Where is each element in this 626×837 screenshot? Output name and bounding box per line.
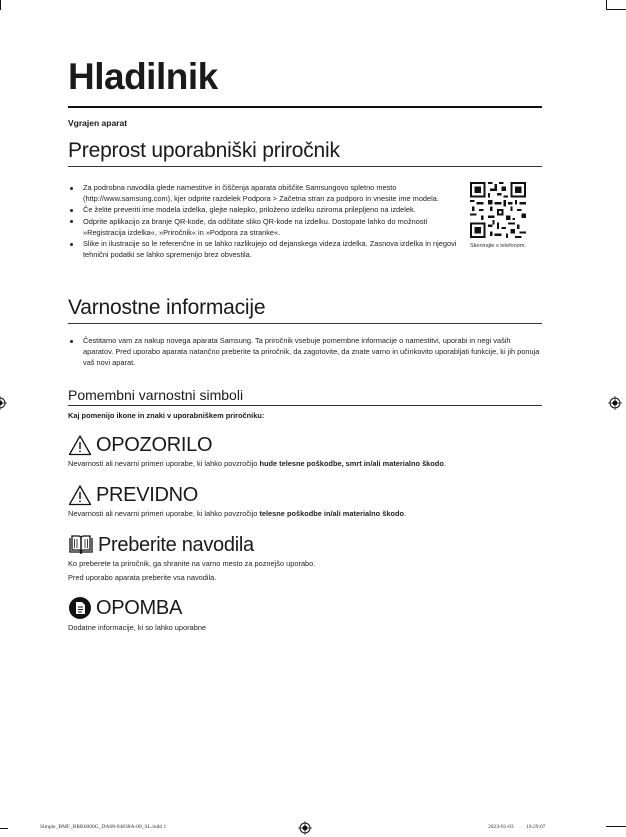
read-instructions-label: Preberite navodila [98,534,254,556]
crop-mark-bottom-right [606,826,626,827]
registration-mark-right-icon [608,396,622,410]
footer-time: 10:29:07 [526,824,546,830]
warning-symbol-row [68,433,212,457]
page-subtitle: Vgrajen aparat [68,118,128,128]
guide-bullet-list [68,182,458,260]
registration-mark-left-icon [0,396,7,410]
list-item: Za podrobna navodila glede namestitve in čiščenja aparata obiščite Samsungovo spletno mesto (http://www.samsung.com), kjer odprite razdelek Podpora > Začetna stran za podporo in vnesite ime modela. [68,182,458,204]
caution-triangle-icon [68,484,92,506]
section-divider-guide [68,166,542,167]
warning-desc-bold: hude telesne poškodbe, smrt in/ali materialno škodo [259,459,444,468]
warning-label: OPOZORILO [96,434,213,456]
footer-filename: Simple_BMF_BRB6000G_DA68-04838A-00_SL.indd 1 [40,824,167,830]
list-item: Če želite preveriti ime modela izdelka, glejte nalepko, priloženo izdelku oziroma prilepljeno na izdelek. [68,204,458,215]
list-item: Čestitamo vam za nakup novega aparata Samsung. Ta priročnik vsebuje pomembne informacije o namestitvi, uporabi in negi vaših aparatov. Pred uporabo aparata natančno preberite ta priročnik, da zagotovite, da znate varno in učinkovito uporabljati funkcije, ki jih ponuja vaš novi aparat. [68,335,542,369]
caution-desc-end: . [404,509,407,518]
safety-bullet-list [68,335,542,369]
footer-date: 2023-01-03 [488,824,514,830]
crop-mark-top-right-h [606,9,626,10]
crop-mark-top-left [0,0,1,10]
crop-mark-bottom-left [0,828,8,829]
page-title: Hladilnik [68,56,218,97]
caution-desc-text: Nevarnosti ali nevarni primeri uporabe, ki lahko povzročijo [68,509,260,518]
warning-desc-text: Nevarnosti ali nevarni primeri uporabe, ki lahko povzročijo [68,459,260,468]
open-book-icon [68,534,94,556]
note-label: OPOMBA [96,597,182,619]
list-item: Slike in ilustracije so le referenčne in se lahko razlikujejo od dejanskega videza izdelka. Zasnova izdelka in njegovi tehnični podatki se lahko spremenijo brez obvestila. [68,238,458,260]
section-divider-safety [68,323,542,324]
read-instructions-line-1: Ko preberete ta priročnik, ga shranite na varno mesto za poznejšo uporabo. [68,559,316,568]
symbols-heading: Pomembni varnostni simboli [68,387,244,403]
note-symbol-row [68,596,182,620]
read-instructions-line-2: Pred uporabo aparata preberite vsa navodila. [68,573,217,582]
section-heading-safety: Varnostne informacije [68,296,266,319]
warning-triangle-icon [68,434,92,456]
warning-desc-end: . [443,459,446,468]
qr-caption: Skenirajte s telefonom. [470,243,526,249]
symbols-divider [68,405,542,406]
title-divider [68,106,542,108]
caution-description [68,507,406,521]
section-heading-guide: Preprost uporabniški priročnik [68,139,340,162]
list-item: Odprite aplikacijo za branje QR-kode, da odčitate sliko QR-kode na izdelku. Dostopate lahko do možnosti »Registracija izdelka«, »Priročnik« in »Podpora za stranke«. [68,216,458,238]
qr-code-icon[interactable] [470,182,526,238]
note-description: Dodatne informacije, ki so lahko uporabne [68,623,207,632]
warning-description [68,457,446,471]
caution-label: PREVIDNO [96,484,199,506]
caution-symbol-row [68,483,198,507]
read-instructions-row [68,533,254,557]
note-icon [68,596,92,620]
symbols-intro: Kaj pomenijo ikone in znaki v uporabniškem priročniku: [68,411,265,420]
registration-mark-bottom-icon [298,821,312,835]
caution-desc-bold: telesne poškodbe in/ali materialno škodo [259,509,405,518]
